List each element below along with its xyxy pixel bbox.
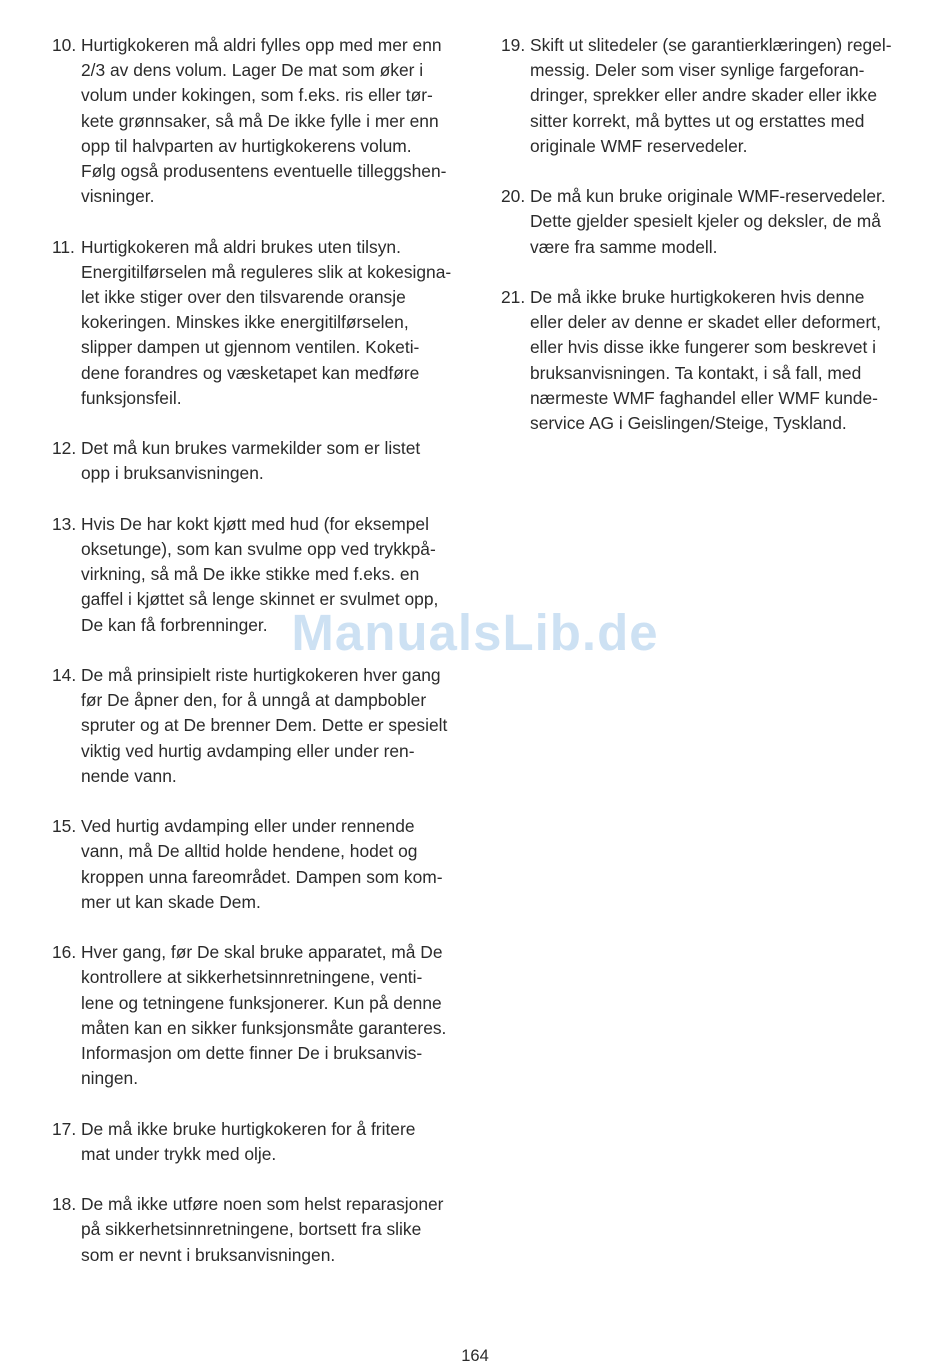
left-column bbox=[52, 33, 477, 1293]
text-line: Ved hurtig avdamping eller under rennende bbox=[81, 816, 415, 837]
item-text bbox=[81, 33, 477, 209]
text-line: De kan få forbrenninger. bbox=[81, 614, 268, 635]
list-item bbox=[52, 33, 477, 209]
item-number: 18. bbox=[52, 1194, 77, 1215]
text-line: originale WMF reservedeler. bbox=[530, 135, 748, 156]
text-line: let ikke stiger over den tilsvarende oransje bbox=[81, 287, 406, 308]
item-number: 21. bbox=[501, 287, 526, 307]
item-text bbox=[530, 285, 926, 436]
text-line: kokeringen. Minskes ikke energitilførselen, bbox=[81, 312, 409, 333]
item-number: 14. bbox=[52, 665, 77, 686]
item-number: 19. bbox=[501, 35, 526, 55]
text-line: Informasjon om dette finner De i bruksanvis- bbox=[81, 1043, 423, 1064]
text-line: messig. Deler som viser synlige fargeforan- bbox=[530, 60, 865, 81]
watermark: ManualsLib.de bbox=[291, 604, 659, 661]
list-item bbox=[52, 663, 477, 789]
text-line: opp i bruksanvisningen. bbox=[81, 463, 264, 484]
text-line: service AG i Geislingen/Steige, Tyskland. bbox=[530, 413, 847, 434]
item-number: 15. bbox=[52, 816, 77, 837]
text-line: måten kan en sikker funksjonsmåte garanteres. bbox=[81, 1017, 447, 1038]
list-item bbox=[501, 285, 926, 436]
list-item bbox=[52, 1192, 477, 1268]
text-line: kontrollere at sikkerhetsinnretningene, venti- bbox=[81, 967, 423, 988]
text-line: gaffel i kjøttet så lenge skinnet er svulmet opp, bbox=[81, 589, 439, 610]
list-item bbox=[52, 235, 477, 411]
item-number: 10. bbox=[52, 35, 77, 55]
right-column bbox=[501, 33, 926, 461]
text-line: Dette gjelder spesielt kjeler og deksler, de må bbox=[530, 211, 881, 232]
text-line: vann, må De alltid holde hendene, hodet og bbox=[81, 841, 418, 862]
text-line: Følg også produsentens eventuelle tilleggshen- bbox=[81, 161, 447, 182]
text-line: eller deler av denne er skadet eller deformert, bbox=[530, 312, 881, 333]
text-line: før De åpner den, for å unngå at dampbobler bbox=[81, 690, 427, 711]
item-text bbox=[81, 814, 477, 915]
item-text bbox=[81, 512, 477, 638]
text-line: slipper dampen ut gjennom ventilen. Koketi- bbox=[81, 337, 420, 358]
item-number: 12. bbox=[52, 438, 77, 459]
text-line: eller hvis disse ikke fungerer som beskrevet i bbox=[530, 337, 877, 358]
text-line: opp til halvparten av hurtigkokerens volum. bbox=[81, 135, 412, 156]
text-line: kroppen unna fareområdet. Dampen som kom- bbox=[81, 866, 443, 887]
item-number: 16. bbox=[52, 942, 77, 963]
text-line: sitter korrekt, må byttes ut og erstattes med bbox=[530, 110, 865, 131]
text-line: De må prinsipielt riste hurtigkokeren hver gang bbox=[81, 665, 441, 686]
list-item bbox=[501, 33, 926, 159]
text-line: De må ikke bruke hurtigkokeren for å fritere bbox=[81, 1118, 416, 1139]
item-text bbox=[81, 436, 477, 486]
text-line: mer ut kan skade Dem. bbox=[81, 891, 261, 912]
item-text bbox=[81, 940, 477, 1091]
text-line: Det må kun brukes varmekilder som er listet bbox=[81, 438, 421, 459]
text-line: volum under kokingen, som f.eks. ris eller tør- bbox=[81, 85, 433, 106]
text-line: oksetunge), som kan svulme opp ved trykkpå- bbox=[81, 539, 436, 560]
list-item bbox=[52, 940, 477, 1091]
text-line: dene forandres og væsketapet kan medføre bbox=[81, 362, 420, 383]
text-line: kete grønnsaker, så må De ikke fylle i mer enn bbox=[81, 110, 439, 131]
item-number: 20. bbox=[501, 186, 526, 207]
list-item bbox=[52, 436, 477, 486]
text-line: visninger. bbox=[81, 186, 155, 207]
text-line: virkning, så må De ikke stikke med f.eks. en bbox=[81, 564, 420, 585]
text-line: 2/3 av dens volum. Lager De mat som øker i bbox=[81, 60, 424, 81]
list-item bbox=[52, 1117, 477, 1167]
item-number: 13. bbox=[52, 513, 77, 534]
text-line: De må kun bruke originale WMF-reservedeler. bbox=[530, 186, 886, 207]
item-text bbox=[81, 235, 477, 411]
text-line: Hver gang, før De skal bruke apparatet, må De bbox=[81, 942, 443, 963]
item-number: 17. bbox=[52, 1118, 77, 1139]
text-line: mat under trykk med olje. bbox=[81, 1143, 277, 1164]
item-number: 11. bbox=[52, 236, 75, 257]
text-line: lene og tetningene funksjonerer. Kun på denne bbox=[81, 992, 442, 1013]
text-line: Energitilførselen må reguleres slik at kokesigna- bbox=[81, 261, 452, 282]
text-line: funksjonsfeil. bbox=[81, 387, 182, 408]
text-line: bruksanvisningen. Ta kontakt, i så fall, med bbox=[530, 362, 862, 383]
text-line: Hurtigkokeren må aldri fylles opp med mer enn bbox=[81, 35, 442, 55]
list-item bbox=[52, 814, 477, 915]
page-number: 164 bbox=[461, 1347, 489, 1365]
text-line: De må ikke utføre noen som helst reparasjoner bbox=[81, 1194, 444, 1215]
text-line: dringer, sprekker eller andre skader eller ikke bbox=[530, 85, 878, 106]
text-line: De må ikke bruke hurtigkokeren hvis denne bbox=[530, 287, 865, 307]
text-line: nærmeste WMF faghandel eller WMF kunde- bbox=[530, 387, 878, 408]
text-line: Skift ut slitedeler (se garantierklæringen) regel- bbox=[530, 35, 892, 55]
text-line: ningen. bbox=[81, 1068, 139, 1089]
list-item bbox=[52, 512, 477, 638]
item-text bbox=[530, 184, 926, 260]
item-text bbox=[530, 33, 926, 159]
text-line: Hurtigkokeren må aldri brukes uten tilsyn. bbox=[81, 236, 401, 257]
item-text bbox=[81, 1192, 477, 1268]
item-text bbox=[81, 663, 477, 789]
text-line: være fra samme modell. bbox=[530, 236, 718, 257]
text-line: spruter og at De brenner Dem. Dette er spesielt bbox=[81, 715, 448, 736]
item-text bbox=[81, 1117, 477, 1167]
list-item bbox=[501, 184, 926, 260]
text-line: som er nevnt i bruksanvisningen. bbox=[81, 1244, 336, 1265]
text-line: viktig ved hurtig avdamping eller under ren- bbox=[81, 740, 415, 761]
text-line: nende vann. bbox=[81, 765, 177, 786]
text-line: på sikkerhetsinnretningene, bortsett fra slike bbox=[81, 1219, 422, 1240]
text-line: Hvis De har kokt kjøtt med hud (for eksempel bbox=[81, 513, 429, 534]
